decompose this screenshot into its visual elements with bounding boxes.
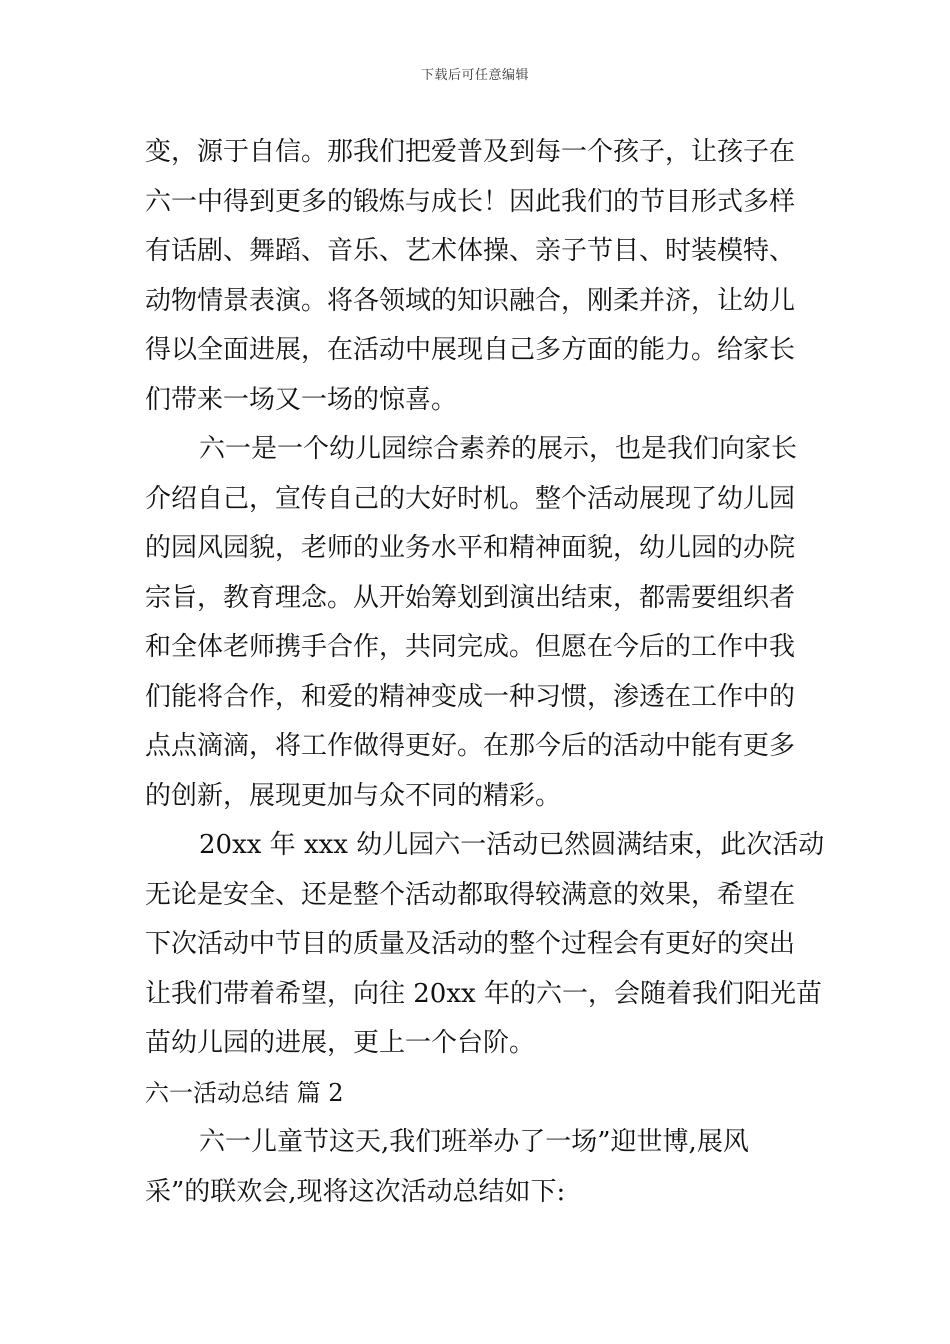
text-line: 六一中得到更多的锻炼与成长！因此我们的节目形式多样: [145, 186, 796, 217]
text-line: 介绍自己，宣传自己的大好时机。整个活动展现了幼儿园: [145, 483, 796, 514]
text-line: 得以全面进展，在活动中展现自己多方面的能力。给家长: [145, 335, 796, 365]
text-line: 的园风园貌，老师的业务水平和精神面貌，幼儿园的办院: [145, 533, 796, 563]
paragraph-start-line: 20xx 年 xxx 幼儿园六一活动已然圆满结束，此次活动: [199, 830, 825, 860]
paragraph-start-line: 六一是一个幼儿园综合素养的展示，也是我们向家长: [199, 434, 798, 464]
text-line: 变，源于自信。那我们把爱普及到每一个孩子，让孩子在: [145, 137, 796, 167]
paragraph-start-line: 六一儿童节这天,我们班举办了一场”迎世博,展风: [199, 1127, 749, 1157]
text-line: 们能将合作，和爱的精神变成一种习惯，渗透在工作中的: [145, 681, 796, 712]
text-line: 的创新，展现更加与众不同的精彩。: [145, 780, 562, 811]
page-header-note: 下载后可任意编辑: [420, 68, 529, 83]
text-line: 宗旨，教育理念。从开始筹划到演出结束，都需要组织者: [145, 582, 796, 613]
text-line: 让我们带着希望，向往 20xx 年的六一，会随着我们阳光苗: [145, 978, 822, 1009]
text-line: 动物情景表演。将各领域的知识融合，刚柔并济，让幼儿: [145, 285, 796, 316]
document-body: [145, 128, 825, 1217]
text-line: 点点滴滴，将工作做得更好。在那今后的活动中能有更多: [145, 731, 796, 761]
text-line: 和全体老师携手合作，共同完成。但愿在今后的工作中我: [145, 632, 796, 662]
text-line: 下次活动中节目的质量及活动的整个过程会有更好的突出: [145, 929, 796, 959]
text-line: 无论是安全、还是整个活动都取得较满意的效果，希望在: [145, 879, 796, 910]
section-heading: 六一活动总结 篇 2: [145, 1078, 344, 1107]
text-line: 苗幼儿园的进展，更上一个台阶。: [145, 1028, 536, 1058]
text-line: 有话剧、舞蹈、音乐、艺术体操、亲子节目、时装模特、: [145, 236, 796, 266]
text-line: 们带来一场又一场的惊喜。: [145, 384, 458, 415]
text-line: 采”的联欢会,现将这次活动总结如下:: [145, 1176, 566, 1207]
